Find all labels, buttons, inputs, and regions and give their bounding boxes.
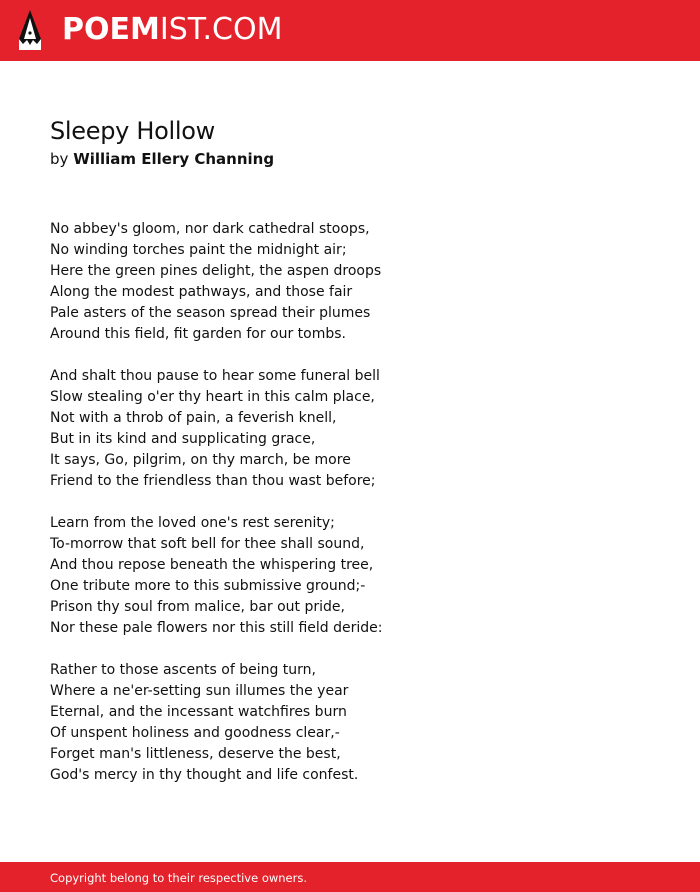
pen-nib-icon <box>18 9 42 51</box>
poem-line: Of unspent holiness and goodness clear,- <box>50 725 340 741</box>
poem-line: Forget man's littleness, deserve the best, <box>50 746 341 762</box>
stanza <box>50 513 650 639</box>
poem-line: Along the modest pathways, and those fair <box>50 284 353 300</box>
poem-line: Nor these pale flowers nor this still field deride: <box>50 620 383 636</box>
poem-line: It says, Go, pilgrim, on thy march, be more <box>50 452 351 468</box>
logo-bold-text: POEM <box>62 12 160 47</box>
poem-line: Rather to those ascents of being turn, <box>50 662 316 678</box>
poem-line: Prison thy soul from malice, bar out pride, <box>50 599 345 615</box>
poem-line: Slow stealing o'er thy heart in this calm place, <box>50 389 375 405</box>
poem-title: Sleepy Hollow <box>50 117 215 145</box>
poem-body <box>50 219 650 807</box>
stanza <box>50 660 650 786</box>
poem-line: Here the green pines delight, the aspen droops <box>50 263 382 279</box>
logo-light-text: IST.COM <box>159 12 283 47</box>
poem-line: No abbey's gloom, nor dark cathedral stoops, <box>50 221 370 237</box>
poem-line: Eternal, and the incessant watchfires burn <box>50 704 347 720</box>
poem-line: But in its kind and supplicating grace, <box>50 431 316 447</box>
copyright-text: Copyright belong to their respective owners. <box>50 871 308 885</box>
byline <box>50 149 274 169</box>
poem-line: Learn from the loved one's rest serenity; <box>50 515 335 531</box>
poem-line: No winding torches paint the midnight air; <box>50 242 347 258</box>
stanza <box>50 219 650 345</box>
site-logo[interactable] <box>62 12 282 48</box>
poem-line: Not with a throb of pain, a feverish knell, <box>50 410 337 426</box>
poem-line: And thou repose beneath the whispering tree, <box>50 557 374 573</box>
site-footer <box>0 862 700 892</box>
poem-line: Around this field, fit garden for our tombs. <box>50 326 347 342</box>
by-label: by <box>50 150 69 168</box>
poem-line: And shalt thou pause to hear some funeral bell <box>50 368 380 384</box>
author-name: William Ellery Channing <box>73 150 275 168</box>
poem-line: Friend to the friendless than thou wast before; <box>50 473 376 489</box>
stanza <box>50 366 650 492</box>
poem-line: Where a ne'er-setting sun illumes the year <box>50 683 349 699</box>
poem-line: Pale asters of the season spread their plumes <box>50 305 371 321</box>
site-header <box>0 0 700 61</box>
poem-line: God's mercy in thy thought and life confest. <box>50 767 359 783</box>
poem-line: One tribute more to this submissive ground;- <box>50 578 366 594</box>
poem-line: To-morrow that soft bell for thee shall sound, <box>50 536 365 552</box>
